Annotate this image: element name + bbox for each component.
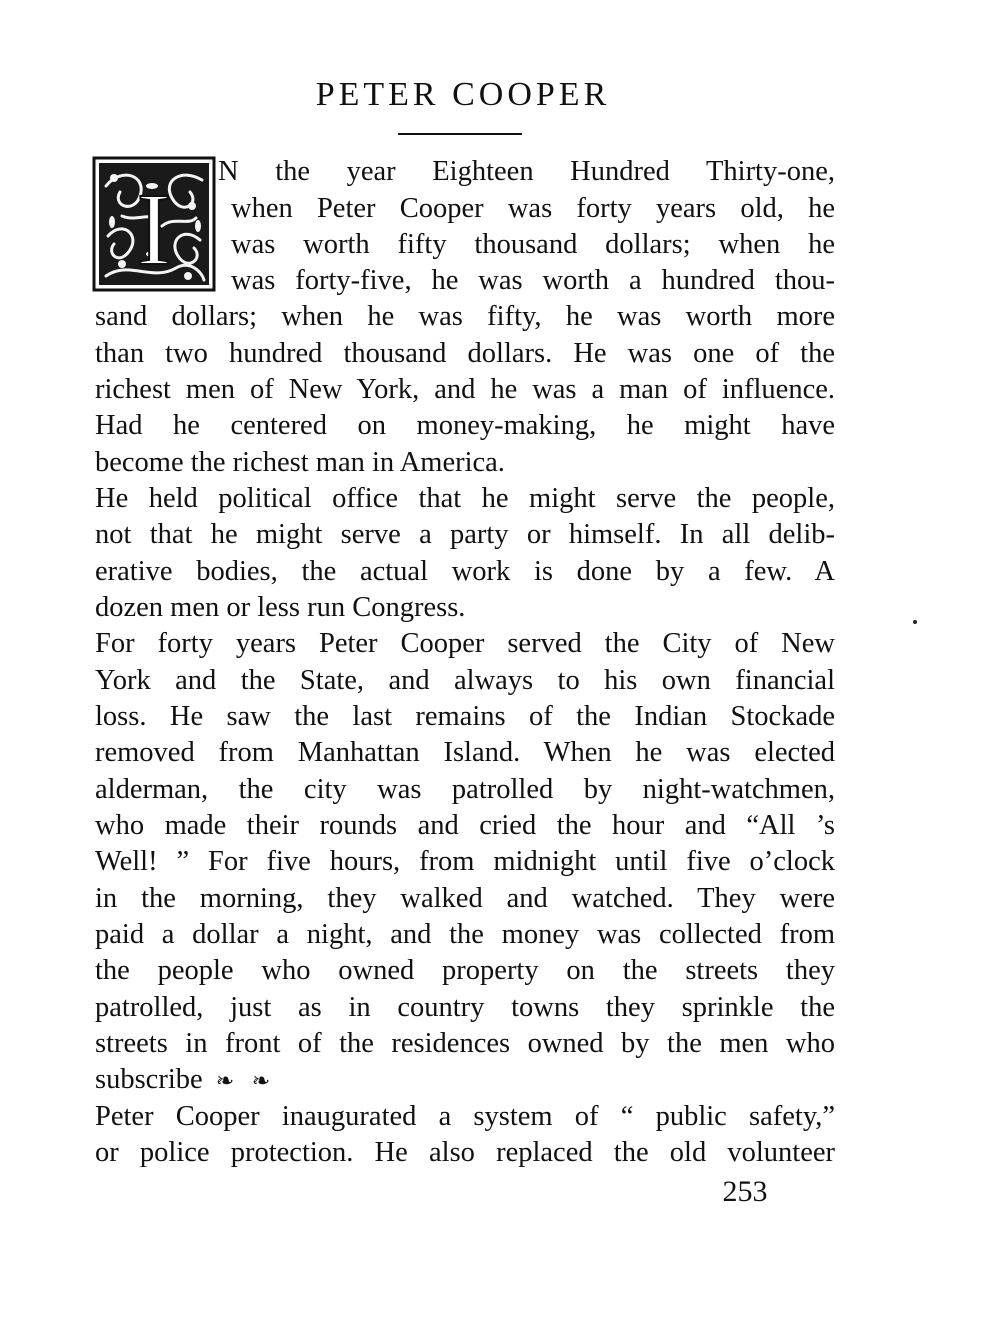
text-line: than two hundred thousand dollars. He was one of the	[95, 338, 835, 369]
text-line: paid a dollar a night, and the money was collected from	[95, 919, 835, 950]
text-line: He held political office that he might serve the people,	[95, 483, 835, 514]
text-line: not that he might serve a party or himself. In all delib-	[95, 519, 835, 550]
text-line: York and the State, and always to his own financial	[95, 665, 835, 696]
text-line: in the morning, they walked and watched. They were	[95, 883, 835, 914]
text-line: alderman, the city was patrolled by night-watchmen,	[95, 774, 835, 805]
text-line: who made their rounds and cried the hour and “All ’s	[95, 810, 835, 841]
text-line: erative bodies, the actual work is done by a few. A	[95, 556, 835, 587]
text-line: removed from Manhattan Island. When he was elected	[95, 737, 835, 768]
page-number: 253	[722, 1175, 768, 1208]
text-line: sand dollars; when he was fifty, he was worth more	[95, 301, 835, 332]
header-rule	[398, 133, 522, 135]
text-line: N the year Eighteen Hundred Thirty-one,	[218, 156, 835, 187]
ink-speck	[913, 620, 917, 624]
text-line: For forty years Peter Cooper served the City of New	[95, 628, 835, 659]
text-line: or police protection. He also replaced the old volunteer	[95, 1137, 835, 1168]
dropcap-letter: I	[136, 172, 172, 287]
text-line: streets in front of the residences owned by the men who	[95, 1028, 835, 1059]
text-line: Well! ” For five hours, from midnight until five o’clock	[95, 846, 835, 877]
text-line: the people who owned property on the streets they	[95, 955, 835, 986]
dropcap-ornament-icon	[92, 156, 216, 292]
text-line-with-ornament	[95, 1062, 835, 1098]
leaf-ornament-icon: ❧ ❧	[215, 1068, 277, 1093]
text-line: was worth fifty thousand dollars; when he	[231, 229, 835, 260]
text-line: when Peter Cooper was forty years old, he	[231, 193, 835, 224]
text-line: Peter Cooper inaugurated a system of “ public safety,”	[95, 1101, 835, 1132]
text-line: Had he centered on money-making, he might have	[95, 410, 835, 441]
text-line: subscribe	[95, 1064, 203, 1095]
text-line: was forty-five, he was worth a hundred thou-	[231, 265, 835, 296]
text-line: patrolled, just as in country towns they sprinkle the	[95, 992, 835, 1023]
text-line: dozen men or less run Congress.	[95, 592, 466, 623]
text-line: become the richest man in America.	[95, 447, 505, 478]
running-head: PETER COOPER	[315, 76, 611, 113]
text-line: loss. He saw the last remains of the Indian Stockade	[95, 701, 835, 732]
text-line: richest men of New York, and he was a man of influence.	[95, 374, 835, 405]
